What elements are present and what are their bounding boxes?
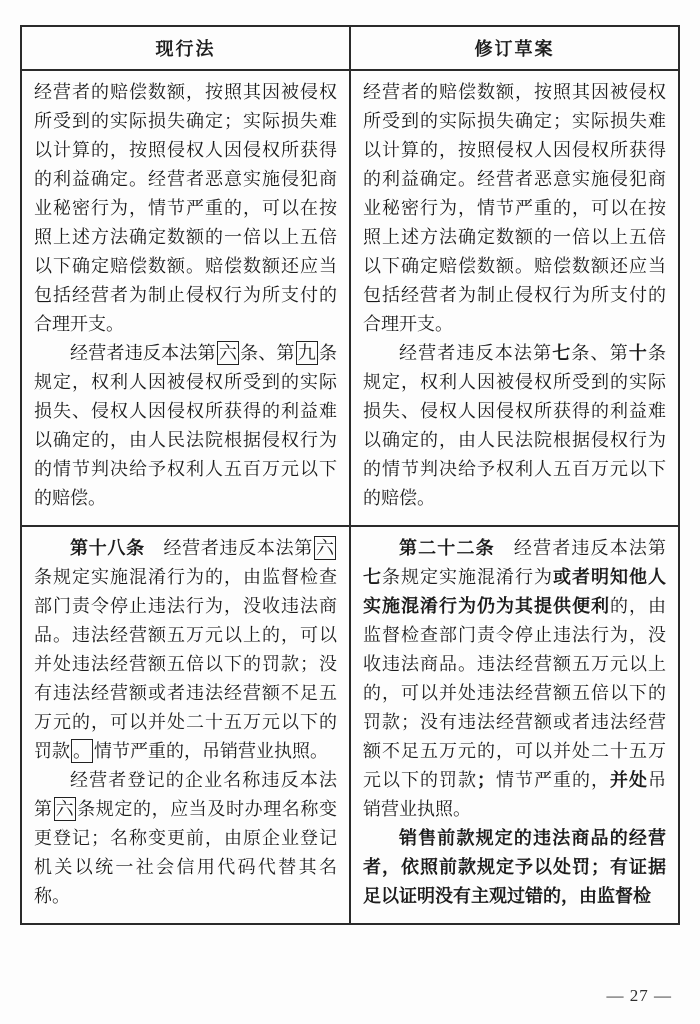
text-run: 经营者的赔偿数额，按照其因被侵权所受到的实际损失确定；实际损失难以计算的，按照侵权人因侵权所获得的利益确定。经营者恶意实施侵犯商业秘密行为，情节严重的，可以在按照上述方法确定数额的一倍以上五倍以下确定赔偿数额。赔偿数额还应当包括经营者为制止侵权行为所支付的合理开支。: [34, 82, 337, 334]
header-revised-draft: 修订草案: [350, 26, 679, 70]
text-run: 的，由监督检查部门责令停止违法行为，没收违法商品。违法经营额五万元以上的，可以并处违法经营额五倍以下的罚款；没有违法经营额或者违法经营额不足五万元的，可以并处二十五万元以下的罚款: [363, 596, 666, 790]
text-run: 条、第: [571, 343, 629, 363]
text-run: 条规定的，应当及时办理名称变更登记；名称变更前，由原企业登记机关以统一社会信用代码代替其名称。: [34, 799, 338, 906]
text-run: 第十八条: [70, 538, 145, 558]
deleted-char-box: 六: [55, 799, 74, 819]
cell-revised-draft-damages: [350, 70, 679, 526]
cell-revised-draft-article-22: [350, 526, 679, 924]
deleted-char-box: 六: [218, 343, 237, 363]
text-run: 情节严重的，吊销营业执照。: [94, 741, 328, 761]
text-run: 七: [552, 343, 572, 363]
text-run: 经营者的赔偿数额，按照其因被侵权所受到的实际损失确定；实际损失难以计算的，按照侵权人因侵权所获得的利益确定。经营者恶意实施侵犯商业秘密行为，情节严重的，可以在按照上述方法确定数额的一倍以上五倍以下确定赔偿数额。赔偿数额还应当包括经营者为制止侵权行为所支付的合理开支。: [363, 82, 666, 334]
table-body: [21, 70, 679, 924]
text-run: 条规定实施混淆行为: [382, 567, 553, 587]
text-run: 条规定实施混淆行为的，由监督检查部门责令停止违法行为，没收违法商品。违法经营额五万元以上的，可以并处违法经营额五倍以下的罚款；没有违法经营额或者违法经营额不足五万元的，可以并处二十五万元以下的罚款: [34, 567, 337, 761]
paragraph: [34, 339, 337, 513]
text-run: 或者明知他人实施混淆行为仍为其提供便利: [363, 567, 666, 616]
paragraph: [34, 766, 337, 911]
deleted-char-box: 九: [297, 343, 316, 363]
cell-current-law-article-18: [21, 526, 350, 924]
text-run: 经营者登记的企业名称违反本法第: [34, 770, 337, 819]
header-row: [21, 26, 679, 70]
paragraph: [363, 339, 666, 513]
text-run: 经营者违反本法第: [399, 343, 553, 363]
text-run: ；: [477, 770, 495, 790]
paragraph: [34, 78, 337, 339]
text-run: 情节严重的，: [495, 770, 610, 790]
paragraph: [34, 534, 337, 766]
paragraph: [363, 824, 666, 911]
text-run: 并处: [610, 770, 648, 790]
law-comparison-table: [20, 25, 680, 925]
header-current-law: 现行法: [21, 26, 350, 70]
text-run: 吊销营业执照。: [363, 770, 666, 819]
table-row: [21, 526, 679, 924]
page-number: — 27 —: [606, 986, 672, 1005]
table-header: [21, 26, 679, 70]
text-run: 七: [363, 567, 382, 587]
text-run: 十: [628, 343, 649, 363]
text-run: 条规定，权利人因被侵权所受到的实际损失、侵权人因侵权所获得的利益难以确定的，由人民法院根据侵权行为的情节判决给予权利人五百万元以下的赔偿。: [363, 343, 667, 508]
text-run: 经营者违反本法第: [70, 343, 216, 363]
text-run: 经营者违反本法第: [144, 538, 314, 558]
paragraph: [363, 534, 666, 824]
deleted-char-box: 。: [73, 741, 91, 761]
text-run: 第二十二条: [399, 538, 495, 558]
paragraph: [363, 78, 666, 339]
cell-current-law-damages: [21, 70, 350, 526]
text-run: 经营者违反本法第: [494, 538, 667, 558]
deleted-char-box: 六: [316, 538, 335, 558]
text-run: 条规定，权利人因被侵权所受到的实际损失、侵权人因侵权所获得的利益难以确定的，由人民法院根据侵权行为的情节判决给予权利人五百万元以下的赔偿。: [34, 343, 338, 508]
table-row: [21, 70, 679, 526]
text-run: 销售前款规定的违法商品的经营者，依照前款规定予以处罚；有证据足以证明没有主观过错的，由监督检: [363, 828, 666, 906]
text-run: 条、第: [239, 343, 295, 363]
